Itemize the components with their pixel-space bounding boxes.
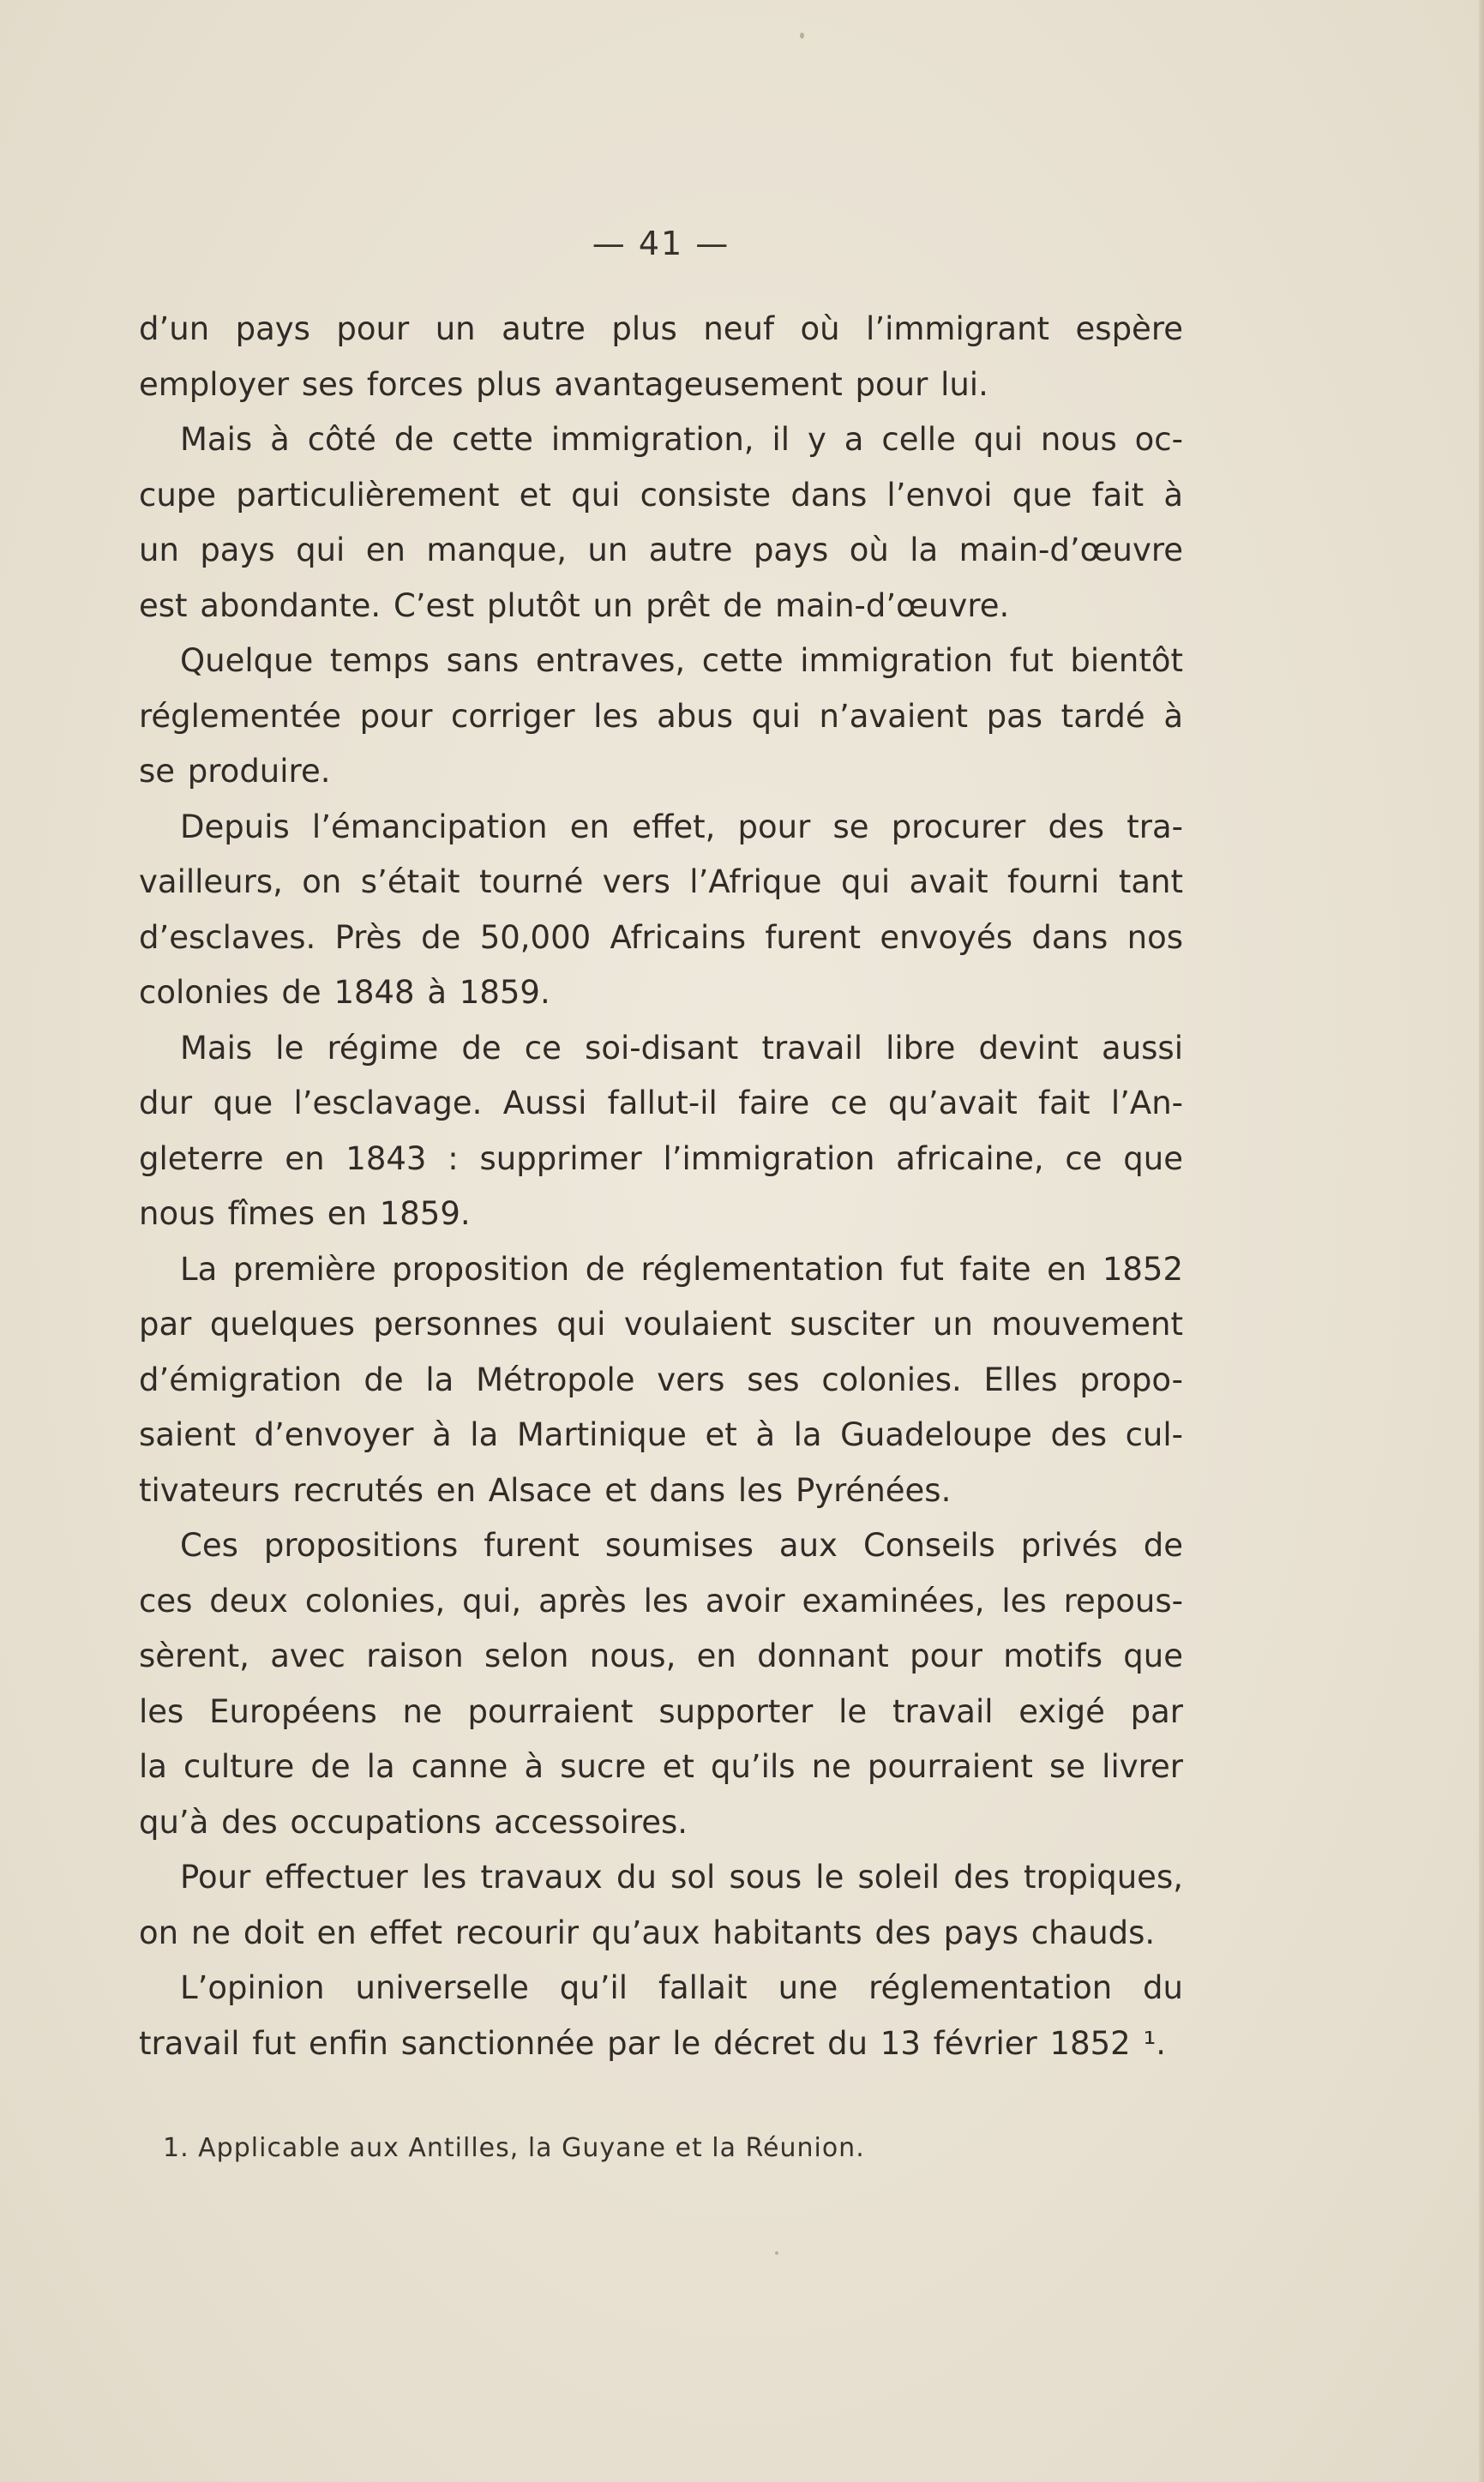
- text-line: employer ses forces plus avantageusement pour lui.: [139, 365, 988, 403]
- text-line: Pour effectuer les travaux du sol sous le soleil des tropiques,: [180, 1859, 1183, 1896]
- page-edge: [1479, 0, 1484, 2482]
- text-line: tivateurs recrutés en Alsace et dans les Pyrénées.: [139, 1471, 952, 1509]
- text-line: se produire.: [139, 753, 331, 790]
- text-line: cupe particulièrement et qui consiste dans l’envoi que fait à: [139, 476, 1183, 514]
- paper-speck: [775, 2251, 778, 2255]
- text-line: Mais le régime de ce soi-disant travail libre devint aussi: [180, 1029, 1183, 1067]
- text-line: d’esclaves. Près de 50,000 Africains furent envoyés dans nos: [139, 918, 1183, 956]
- text-line: d’un pays pour un autre plus neuf où l’immigrant espère: [139, 310, 1183, 347]
- text-line: réglementée pour corriger les abus qui n’avaient pas tardé à: [139, 697, 1183, 735]
- text-line: Mais à côté de cette immigration, il y a celle qui nous oc-: [180, 421, 1183, 458]
- footnote: 1. Applicable aux Antilles, la Guyane et la Réunion.: [163, 2133, 865, 2163]
- paper-speck: [800, 33, 804, 39]
- text-line: est abondante. C’est plutôt un prêt de main-d’œuvre.: [139, 586, 1010, 624]
- text-line: dur que l’esclavage. Aussi fallut-il faire ce qu’avait fait l’An-: [139, 1085, 1183, 1121]
- text-line: La première proposition de réglementation fut faite en 1852: [180, 1250, 1183, 1288]
- text-line: colonies de 1848 à 1859.: [139, 974, 550, 1011]
- text-line: Ces propositions furent soumises aux Conseils privés de: [180, 1527, 1183, 1564]
- text-line: Depuis l’émancipation en effet, pour se procurer des tra-: [180, 808, 1183, 845]
- body-text: [139, 302, 1183, 2071]
- text-line: Quelque temps sans entraves, cette immigration fut bientôt: [180, 642, 1183, 679]
- text-line: ces deux colonies, qui, après les avoir examinées, les repous-: [139, 1582, 1183, 1620]
- text-line: travail fut enfin sanctionnée par le décret du 13 février 1852 ¹.: [139, 2024, 1167, 2062]
- text-line: qu’à des occupations accessoires.: [139, 1803, 688, 1841]
- text-line: on ne doit en effet recourir qu’aux habitants des pays chauds.: [139, 1914, 1156, 1951]
- text-line: sèrent, avec raison selon nous, en donnant pour motifs que: [139, 1638, 1183, 1674]
- text-line: par quelques personnes qui voulaient susciter un mouvement: [139, 1306, 1183, 1343]
- text-line: les Européens ne pourraient supporter le travail exigé par: [139, 1692, 1183, 1730]
- page-number: — 41 —: [592, 225, 730, 262]
- text-line: saient d’envoyer à la Martinique et à la Guadeloupe des cul-: [139, 1416, 1183, 1453]
- text-line: L’opinion universelle qu’il fallait une réglementation du: [180, 1969, 1183, 2006]
- text-line: un pays qui en manque, un autre pays où la main-d’œuvre: [139, 532, 1183, 568]
- text-line: la culture de la canne à sucre et qu’ils ne pourraient se livrer: [139, 1748, 1183, 1785]
- text-line: d’émigration de la Métropole vers ses colonies. Elles propo-: [139, 1361, 1183, 1398]
- text-line: gleterre en 1843 : supprimer l’immigration africaine, ce que: [139, 1139, 1183, 1177]
- text-line: vailleurs, on s’était tourné vers l’Afrique qui avait fourni tant: [139, 863, 1183, 900]
- text-line: nous fîmes en 1859.: [139, 1195, 471, 1232]
